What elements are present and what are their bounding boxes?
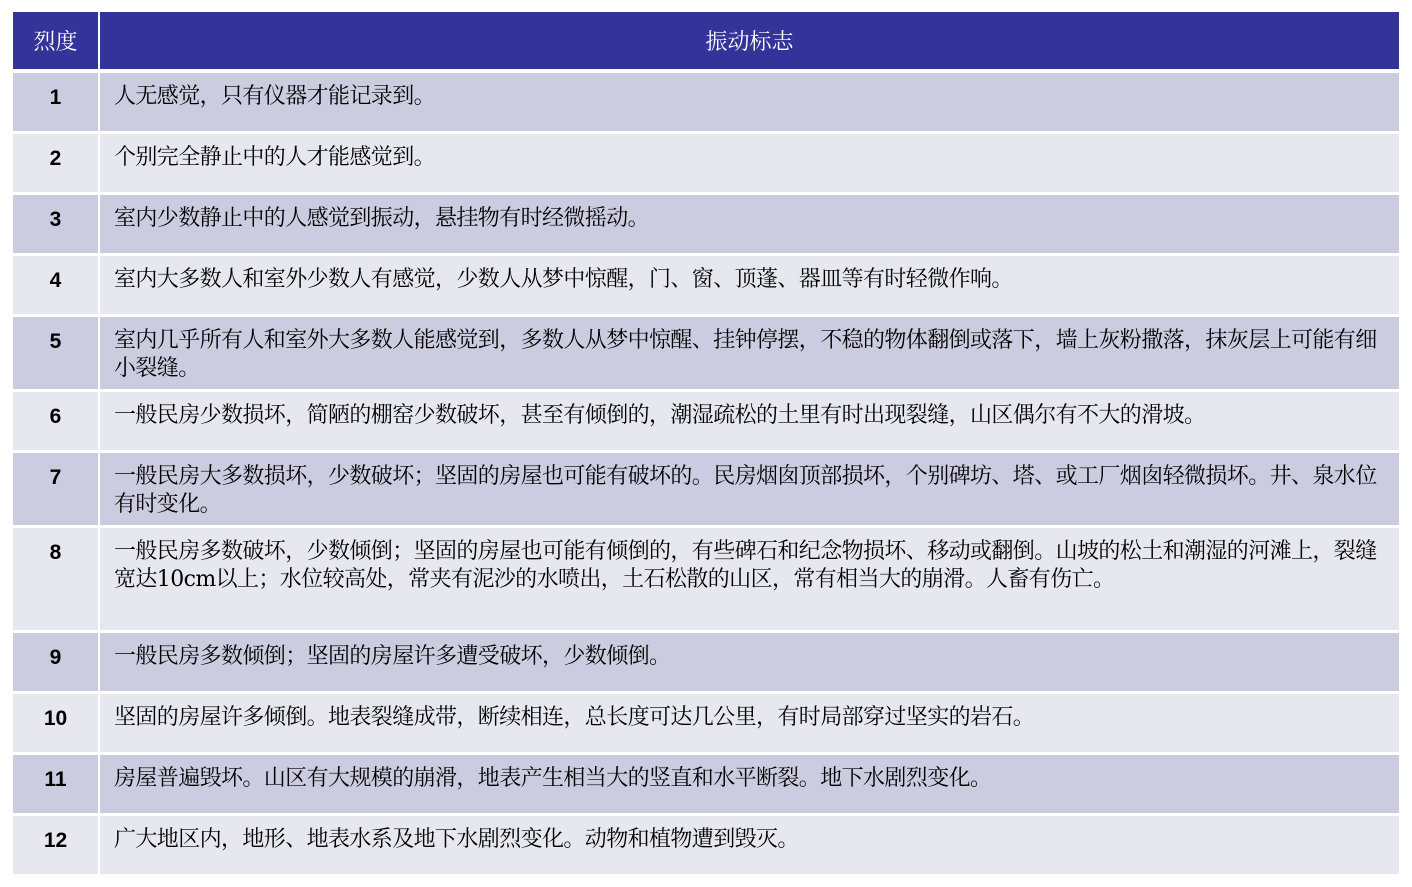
intensity-level: 5	[13, 316, 99, 391]
intensity-level: 10	[13, 693, 99, 754]
vibration-description: 室内少数静止中的人感觉到振动，悬挂物有时经微摇动。	[99, 194, 1399, 255]
intensity-level: 2	[13, 133, 99, 194]
table-row	[13, 754, 1399, 815]
intensity-level: 12	[13, 815, 99, 876]
intensity-level: 11	[13, 754, 99, 815]
table-row	[13, 527, 1399, 632]
vibration-description: 个别完全静止中的人才能感觉到。	[99, 133, 1399, 194]
table-row	[13, 452, 1399, 527]
table-row	[13, 255, 1399, 316]
vibration-description: 广大地区内，地形、地表水系及地下水剧烈变化。动物和植物遭到毁灭。	[99, 815, 1399, 876]
intensity-level: 6	[13, 391, 99, 452]
vibration-description: 房屋普遍毁坏。山区有大规模的崩滑，地表产生相当大的竖直和水平断裂。地下水剧烈变化。	[99, 754, 1399, 815]
header-intensity: 烈度	[13, 12, 99, 71]
table-row	[13, 194, 1399, 255]
table-row	[13, 632, 1399, 693]
vibration-description: 坚固的房屋许多倾倒。地表裂缝成带，断续相连，总长度可达几公里，有时局部穿过坚实的岩石。	[99, 693, 1399, 754]
intensity-table-container	[13, 12, 1399, 877]
vibration-description: 一般民房少数损坏，简陋的棚窑少数破坏，甚至有倾倒的，潮湿疏松的土里有时出现裂缝，山区偶尔有不大的滑坡。	[99, 391, 1399, 452]
vibration-description: 一般民房多数破坏，少数倾倒；坚固的房屋也可能有倾倒的，有些碑石和纪念物损坏、移动或翻倒。山坡的松土和潮湿的河滩上，裂缝宽达10cm以上；水位较高处，常夹有泥沙的水喷出，土石松散的山区，常有相当大的崩滑。人畜有伤亡。	[99, 527, 1399, 632]
vibration-description: 室内几乎所有人和室外大多数人能感觉到，多数人从梦中惊醒、挂钟停摆，不稳的物体翻倒或落下，墙上灰粉撒落，抹灰层上可能有细小裂缝。	[99, 316, 1399, 391]
vibration-description: 室内大多数人和室外少数人有感觉，少数人从梦中惊醒，门、窗、顶蓬、器皿等有时轻微作响。	[99, 255, 1399, 316]
vibration-description: 一般民房多数倾倒；坚固的房屋许多遭受破坏，少数倾倒。	[99, 632, 1399, 693]
table-row	[13, 815, 1399, 876]
intensity-level: 4	[13, 255, 99, 316]
vibration-description: 一般民房大多数损坏，少数破坏；坚固的房屋也可能有破坏的。民房烟囱顶部损坏，个别碑坊、塔、或工厂烟囱轻微损坏。井、泉水位有时变化。	[99, 452, 1399, 527]
vibration-description: 人无感觉，只有仪器才能记录到。	[99, 71, 1399, 133]
intensity-level: 9	[13, 632, 99, 693]
intensity-level: 3	[13, 194, 99, 255]
intensity-level: 8	[13, 527, 99, 632]
intensity-level: 7	[13, 452, 99, 527]
table-row	[13, 693, 1399, 754]
header-vibration-signs: 振动标志	[99, 12, 1399, 71]
table-row	[13, 71, 1399, 133]
table-row	[13, 391, 1399, 452]
table-header-row	[13, 12, 1399, 71]
table-row	[13, 133, 1399, 194]
intensity-level: 1	[13, 71, 99, 133]
table-row	[13, 316, 1399, 391]
intensity-table	[13, 12, 1399, 877]
